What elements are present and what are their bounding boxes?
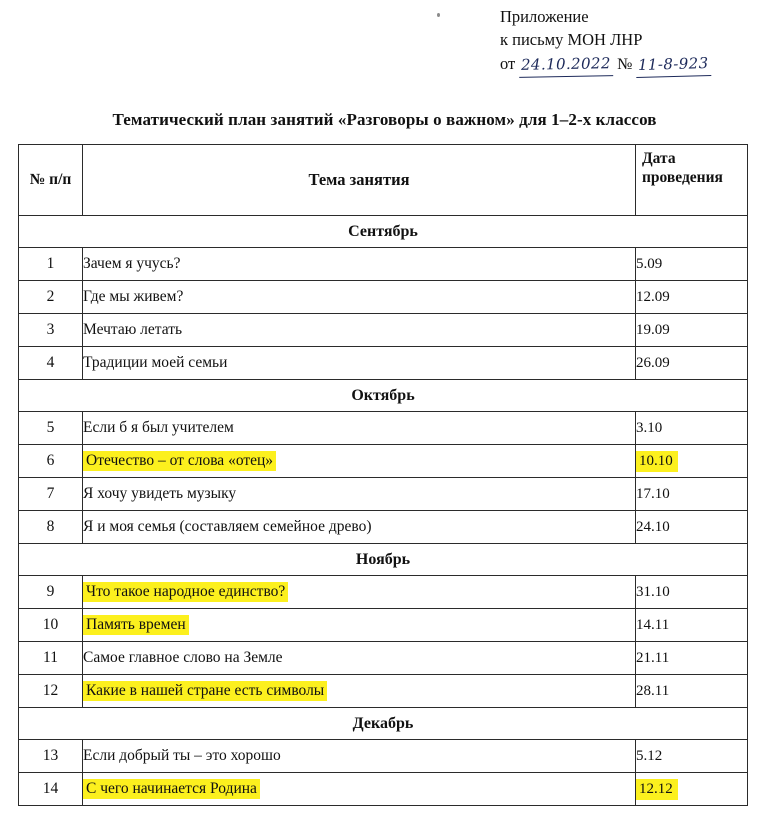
table-body — [19, 216, 748, 806]
cell-theme — [83, 773, 636, 806]
month-heading-row — [19, 544, 748, 576]
cell-theme — [83, 576, 636, 609]
table-row — [19, 478, 748, 511]
table-header-row — [19, 145, 748, 216]
cell-number: 8 — [19, 511, 83, 544]
month-heading-label: Декабрь — [19, 708, 748, 740]
cell-theme — [83, 675, 636, 708]
highlighted-theme-text: Память времен — [83, 615, 189, 635]
header-line-recipient: к письму МОН ЛНР — [500, 29, 643, 49]
cell-date: 31.10 — [636, 576, 748, 609]
cell-theme: Если добрый ты – это хорошо — [83, 740, 636, 773]
cell-date: 3.10 — [636, 412, 748, 445]
month-heading-row — [19, 216, 748, 248]
from-label: от — [500, 53, 516, 73]
cell-date: 21.11 — [636, 642, 748, 675]
table-row — [19, 314, 748, 347]
highlighted-date-text: 10.10 — [636, 451, 678, 472]
cell-theme: Традиции моей семьи — [83, 347, 636, 380]
page-title: Тематический план занятий «Разговоры о важном» для 1–2-х классов — [112, 110, 657, 129]
table-row — [19, 412, 748, 445]
table-row — [19, 609, 748, 642]
cell-theme — [83, 609, 636, 642]
cell-date: 28.11 — [636, 675, 748, 708]
cell-date: 17.10 — [636, 478, 748, 511]
cell-date — [636, 445, 748, 478]
cell-date — [636, 773, 748, 806]
cell-theme — [83, 445, 636, 478]
highlighted-theme-text: Отечество – от слова «отец» — [83, 451, 276, 471]
cell-number: 9 — [19, 576, 83, 609]
month-heading-label: Октябрь — [19, 380, 748, 412]
cell-number: 2 — [19, 281, 83, 314]
table-row — [19, 248, 748, 281]
scan-speck — [437, 13, 440, 17]
cell-theme: Мечтаю летать — [83, 314, 636, 347]
month-heading-row — [19, 708, 748, 740]
cell-number: 4 — [19, 347, 83, 380]
cell-number: 1 — [19, 248, 83, 281]
cell-number: 7 — [19, 478, 83, 511]
cell-number: 5 — [19, 412, 83, 445]
header-cell-theme: Тема занятия — [83, 145, 636, 216]
plan-table-wrapper — [18, 144, 747, 806]
number-symbol: № — [617, 55, 633, 73]
highlighted-theme-text: Какие в нашей стране есть символы — [83, 681, 327, 701]
cell-date: 19.09 — [636, 314, 748, 347]
letter-header — [500, 6, 760, 76]
cell-number: 3 — [19, 314, 83, 347]
table-row — [19, 740, 748, 773]
cell-date: 26.09 — [636, 347, 748, 380]
cell-theme: Где мы живем? — [83, 281, 636, 314]
cell-number: 12 — [19, 675, 83, 708]
cell-number: 6 — [19, 445, 83, 478]
table-row — [19, 642, 748, 675]
cell-date: 12.09 — [636, 281, 748, 314]
highlighted-date-text: 12.12 — [636, 779, 678, 800]
cell-theme: Я и моя семья (составляем семейное древо) — [83, 511, 636, 544]
table-row — [19, 773, 748, 806]
month-heading-label: Ноябрь — [19, 544, 748, 576]
table-row — [19, 675, 748, 708]
table-row — [19, 445, 748, 478]
cell-theme: Самое главное слово на Земле — [83, 642, 636, 675]
cell-date: 24.10 — [636, 511, 748, 544]
table-row — [19, 511, 748, 544]
cell-theme: Если б я был учителем — [83, 412, 636, 445]
cell-theme: Я хочу увидеть музыку — [83, 478, 636, 511]
cell-number: 11 — [19, 642, 83, 675]
header-cell-number: № п/п — [19, 145, 83, 216]
cell-number: 14 — [19, 773, 83, 806]
cell-number: 10 — [19, 609, 83, 642]
highlighted-theme-text: Что такое народное единство? — [83, 582, 288, 602]
month-heading-label: Сентябрь — [19, 216, 748, 248]
table-row — [19, 576, 748, 609]
cell-theme: Зачем я учусь? — [83, 248, 636, 281]
handwritten-number: 11-8-923 — [636, 52, 711, 77]
header-cell-date: Дата проведения — [636, 145, 748, 216]
month-heading-row — [19, 380, 748, 412]
highlighted-theme-text: С чего начинается Родина — [83, 779, 260, 799]
cell-date: 5.12 — [636, 740, 748, 773]
table-row — [19, 347, 748, 380]
header-line-date — [500, 53, 760, 77]
header-line-appendix: Приложение — [500, 7, 589, 26]
cell-number: 13 — [19, 740, 83, 773]
cell-date: 14.11 — [636, 609, 748, 642]
plan-table — [18, 144, 748, 806]
table-row — [19, 281, 748, 314]
cell-date: 5.09 — [636, 248, 748, 281]
handwritten-date: 24.10.2022 — [519, 53, 613, 77]
